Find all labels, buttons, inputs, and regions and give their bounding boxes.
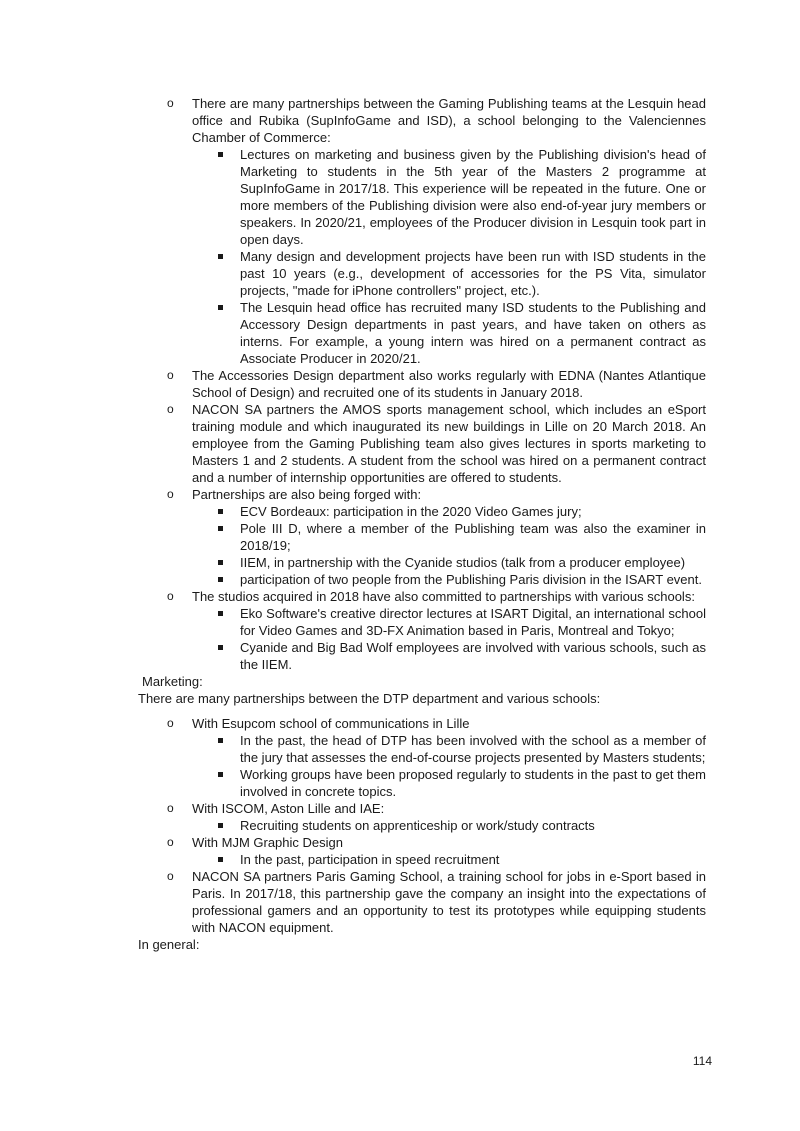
list-item-text: The studios acquired in 2018 have also committed to partnerships with various schools: (192, 589, 695, 604)
list-item (138, 401, 706, 486)
square-bullet-icon (218, 823, 223, 828)
sub-list-item-text: Pole III D, where a member of the Publishing team was also the examiner in 2018/19; (240, 521, 706, 553)
partnership-list (138, 95, 706, 673)
spacer (138, 707, 706, 715)
square-bullet-icon (218, 611, 223, 616)
circle-bullet-icon: o (167, 716, 174, 730)
sub-list-item (192, 732, 706, 766)
sub-list-item-text: In the past, the head of DTP has been involved with the school as a member of the jury that assesses the end-of-course projects presented by Masters students; (240, 733, 706, 765)
sub-list-item-text: Many design and development projects have been run with ISD students in the past 10 years (e.g., development of accessories for the PS Vita, simulator projects, "made for iPhone controllers" project, etc.). (240, 249, 706, 298)
list-item (138, 367, 706, 401)
marketing-heading: Marketing: (142, 674, 203, 689)
list-item (138, 95, 706, 367)
list-item-text: There are many partnerships between the Gaming Publishing teams at the Lesquin head office and Rubika (SupInfoGame and ISD), a school belonging to the Valenciennes Chamber of Commerce: (192, 96, 706, 145)
square-bullet-icon (218, 857, 223, 862)
sub-list-item (192, 605, 706, 639)
sub-list-item-text: participation of two people from the Publishing Paris division in the ISART event. (240, 572, 702, 587)
sub-list-item (192, 639, 706, 673)
sub-list-item-text: ECV Bordeaux: participation in the 2020 Video Games jury; (240, 504, 582, 519)
list-item-text: With Esupcom school of communications in Lille (192, 716, 470, 731)
list-item-text: NACON SA partners the AMOS sports management school, which includes an eSport training module and which inaugurated its new buildings in Lille on 20 March 2018. An employee from the Gaming Publishing team also gives lectures in sports marketing to Masters 1 and 2 students. A student from the school was hired on a permanent contract and a number of internship opportunities are offered to students. (192, 402, 706, 485)
square-bullet-icon (218, 560, 223, 565)
sub-list-item-text: IIEM, in partnership with the Cyanide studios (talk from a producer employee) (240, 555, 686, 570)
marketing-partnership-list (138, 715, 706, 936)
square-bullet-icon (218, 738, 223, 743)
circle-bullet-icon: o (167, 589, 174, 603)
square-bullet-icon (218, 526, 223, 531)
list-item-text: With ISCOM, Aston Lille and IAE: (192, 801, 385, 816)
list-item (138, 715, 706, 800)
sub-list (192, 732, 706, 800)
sub-list-item (192, 851, 706, 868)
sub-list (192, 146, 706, 367)
list-item-text: With MJM Graphic Design (192, 835, 343, 850)
square-bullet-icon (218, 772, 223, 777)
list-item (138, 486, 706, 588)
circle-bullet-icon: o (167, 869, 174, 883)
list-item-text: The Accessories Design department also works regularly with EDNA (Nantes Atlantique School of Design) and recruited one of its students in January 2018. (192, 368, 706, 400)
sub-list-item-text: In the past, participation in speed recruitment (240, 852, 500, 867)
square-bullet-icon (218, 509, 223, 514)
list-item (138, 868, 706, 936)
sub-list-item (192, 554, 706, 571)
circle-bullet-icon: o (167, 402, 174, 416)
sub-list-item-text: Lectures on marketing and business given by the Publishing division's head of Marketing to students in the 5th year of the Masters 2 programme at SupInfoGame in 2017/18. This experience will be repeated in the future. One or more members of the Publishing division were also end-of-year jury members or speakers. In 2020/21, employees of the Producer division in Lesquin took part in open days. (240, 147, 706, 247)
sub-list-item-text: Cyanide and Big Bad Wolf employees are involved with various schools, such as the IIEM. (240, 640, 706, 672)
square-bullet-icon (218, 645, 223, 650)
sub-list-item (192, 571, 706, 588)
sub-list-item-text: Recruiting students on apprenticeship or work/study contracts (240, 818, 595, 833)
square-bullet-icon (218, 577, 223, 582)
list-item-text: NACON SA partners Paris Gaming School, a training school for jobs in e-Sport based in Paris. In 2017/18, this partnership gave the company an insight into the expectations of professional gamers and an opportunity to test its prototypes while equipping students with NACON equipment. (192, 869, 706, 935)
sub-list-item-text: The Lesquin head office has recruited many ISD students to the Publishing and Accessory Design departments in past years, and have taken on others as interns. For example, a young intern was hired on a permanent contract as Associate Producer in 2020/21. (240, 300, 706, 366)
sub-list (192, 503, 706, 588)
circle-bullet-icon: o (167, 368, 174, 382)
list-item (138, 800, 706, 834)
circle-bullet-icon: o (167, 487, 174, 501)
closing-text: In general: (138, 937, 200, 952)
circle-bullet-icon: o (167, 835, 174, 849)
sub-list-item (192, 817, 706, 834)
sub-list-item (192, 146, 706, 248)
circle-bullet-icon: o (167, 96, 174, 110)
sub-list-item (192, 503, 706, 520)
sub-list (192, 817, 706, 834)
page-number: 114 (692, 1054, 712, 1068)
sub-list-item-text: Working groups have been proposed regularly to students in the past to get them involved in concrete topics. (240, 767, 706, 799)
sub-list-item (192, 299, 706, 367)
page-content (138, 95, 706, 953)
marketing-intro: There are many partnerships between the DTP department and various schools: (138, 691, 601, 706)
square-bullet-icon (218, 152, 223, 157)
list-item-text: Partnerships are also being forged with: (192, 487, 422, 502)
circle-bullet-icon: o (167, 801, 174, 815)
sub-list (192, 605, 706, 673)
list-item (138, 834, 706, 868)
sub-list (192, 851, 706, 868)
sub-list-item (192, 248, 706, 299)
square-bullet-icon (218, 254, 223, 259)
list-item (138, 588, 706, 673)
square-bullet-icon (218, 305, 223, 310)
sub-list-item (192, 520, 706, 554)
sub-list-item (192, 766, 706, 800)
sub-list-item-text: Eko Software's creative director lectures at ISART Digital, an international school for Video Games and 3D-FX Animation based in Paris, Montreal and Tokyo; (240, 606, 706, 638)
